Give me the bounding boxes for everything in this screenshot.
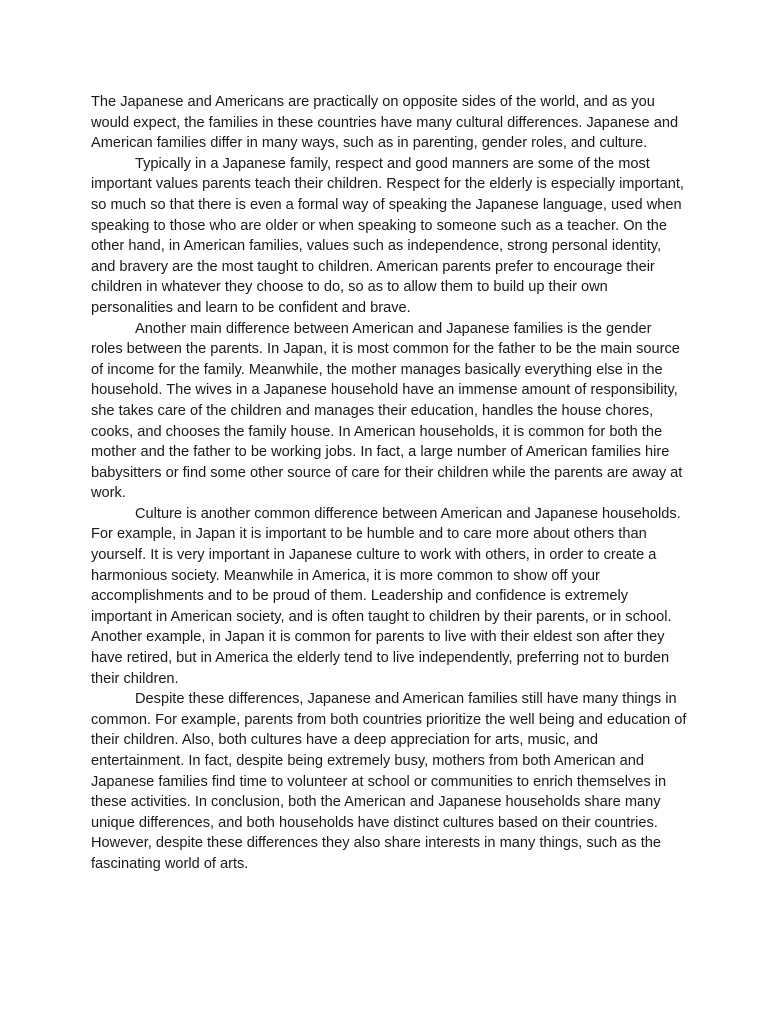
essay-body: [91, 92, 687, 875]
paragraph-gender-roles: Another main difference between American and Japanese families is the gender roles between the parents. In Japan, it is most common for the father to be the main source of income for the family. Meanwhile, the mother manages basically everything else in the household. The wives in a Japanese household have an immense amount of responsibility, she takes care of the children and manages their education, handles the house chores, cooks, and chooses the family house. In American households, it is common for both the mother and the father to be working jobs. In fact, a large number of American families hire babysitters or find some other source of care for their children while the parents are away at work.: [91, 320, 683, 502]
paragraph-conclusion: Despite these differences, Japanese and American families still have many things in common. For example, parents from both countries prioritize the well being and education of their children. Also, both cultures have a deep appreciation for arts, music, and entertainment. In fact, despite being extremely busy, mothers from both American and Japanese families find time to volunteer at school or communities to enrich themselves in these activities. In conclusion, both the American and Japanese households share many unique differences, and both households have distinct cultures based on their countries. However, despite these differences they also share interests in many things, such as the fascinating world of arts.: [91, 691, 687, 872]
paragraph-intro: The Japanese and Americans are practically on opposite sides of the world, and as you would expect, the families in these countries have many cultural differences. Japanese and American families differ in many ways, such as in parenting, gender roles, and culture.: [91, 94, 679, 152]
paragraph-culture: Culture is another common difference between American and Japanese households. For example, in Japan it is important to be humble and to care more about others than yourself. It is very important in Japanese culture to work with others, in order to create a harmonious society. Meanwhile in America, it is more common to show off your accomplishments and to be proud of them. Leadership and confidence is extremely important in American society, and is often taught to children by their parents, or in school. Another example, in Japan it is common for parents to live with their eldest son after they have retired, but in America the elderly tend to live independently, preferring not to burden their children.: [91, 505, 681, 687]
paragraph-parenting: Typically in a Japanese family, respect and good manners are some of the most important values parents teach their children. Respect for the elderly is especially important, so much so that there is even a formal way of speaking the Japanese language, used when speaking to those who are older or when speaking to someone such as a teacher. On the other hand, in American families, values such as independence, strong personal identity, and bravery are the most taught to children. American parents prefer to encourage their children in whatever they choose to do, so as to allow them to build up their own personalities and learn to be confident and brave.: [91, 155, 684, 316]
